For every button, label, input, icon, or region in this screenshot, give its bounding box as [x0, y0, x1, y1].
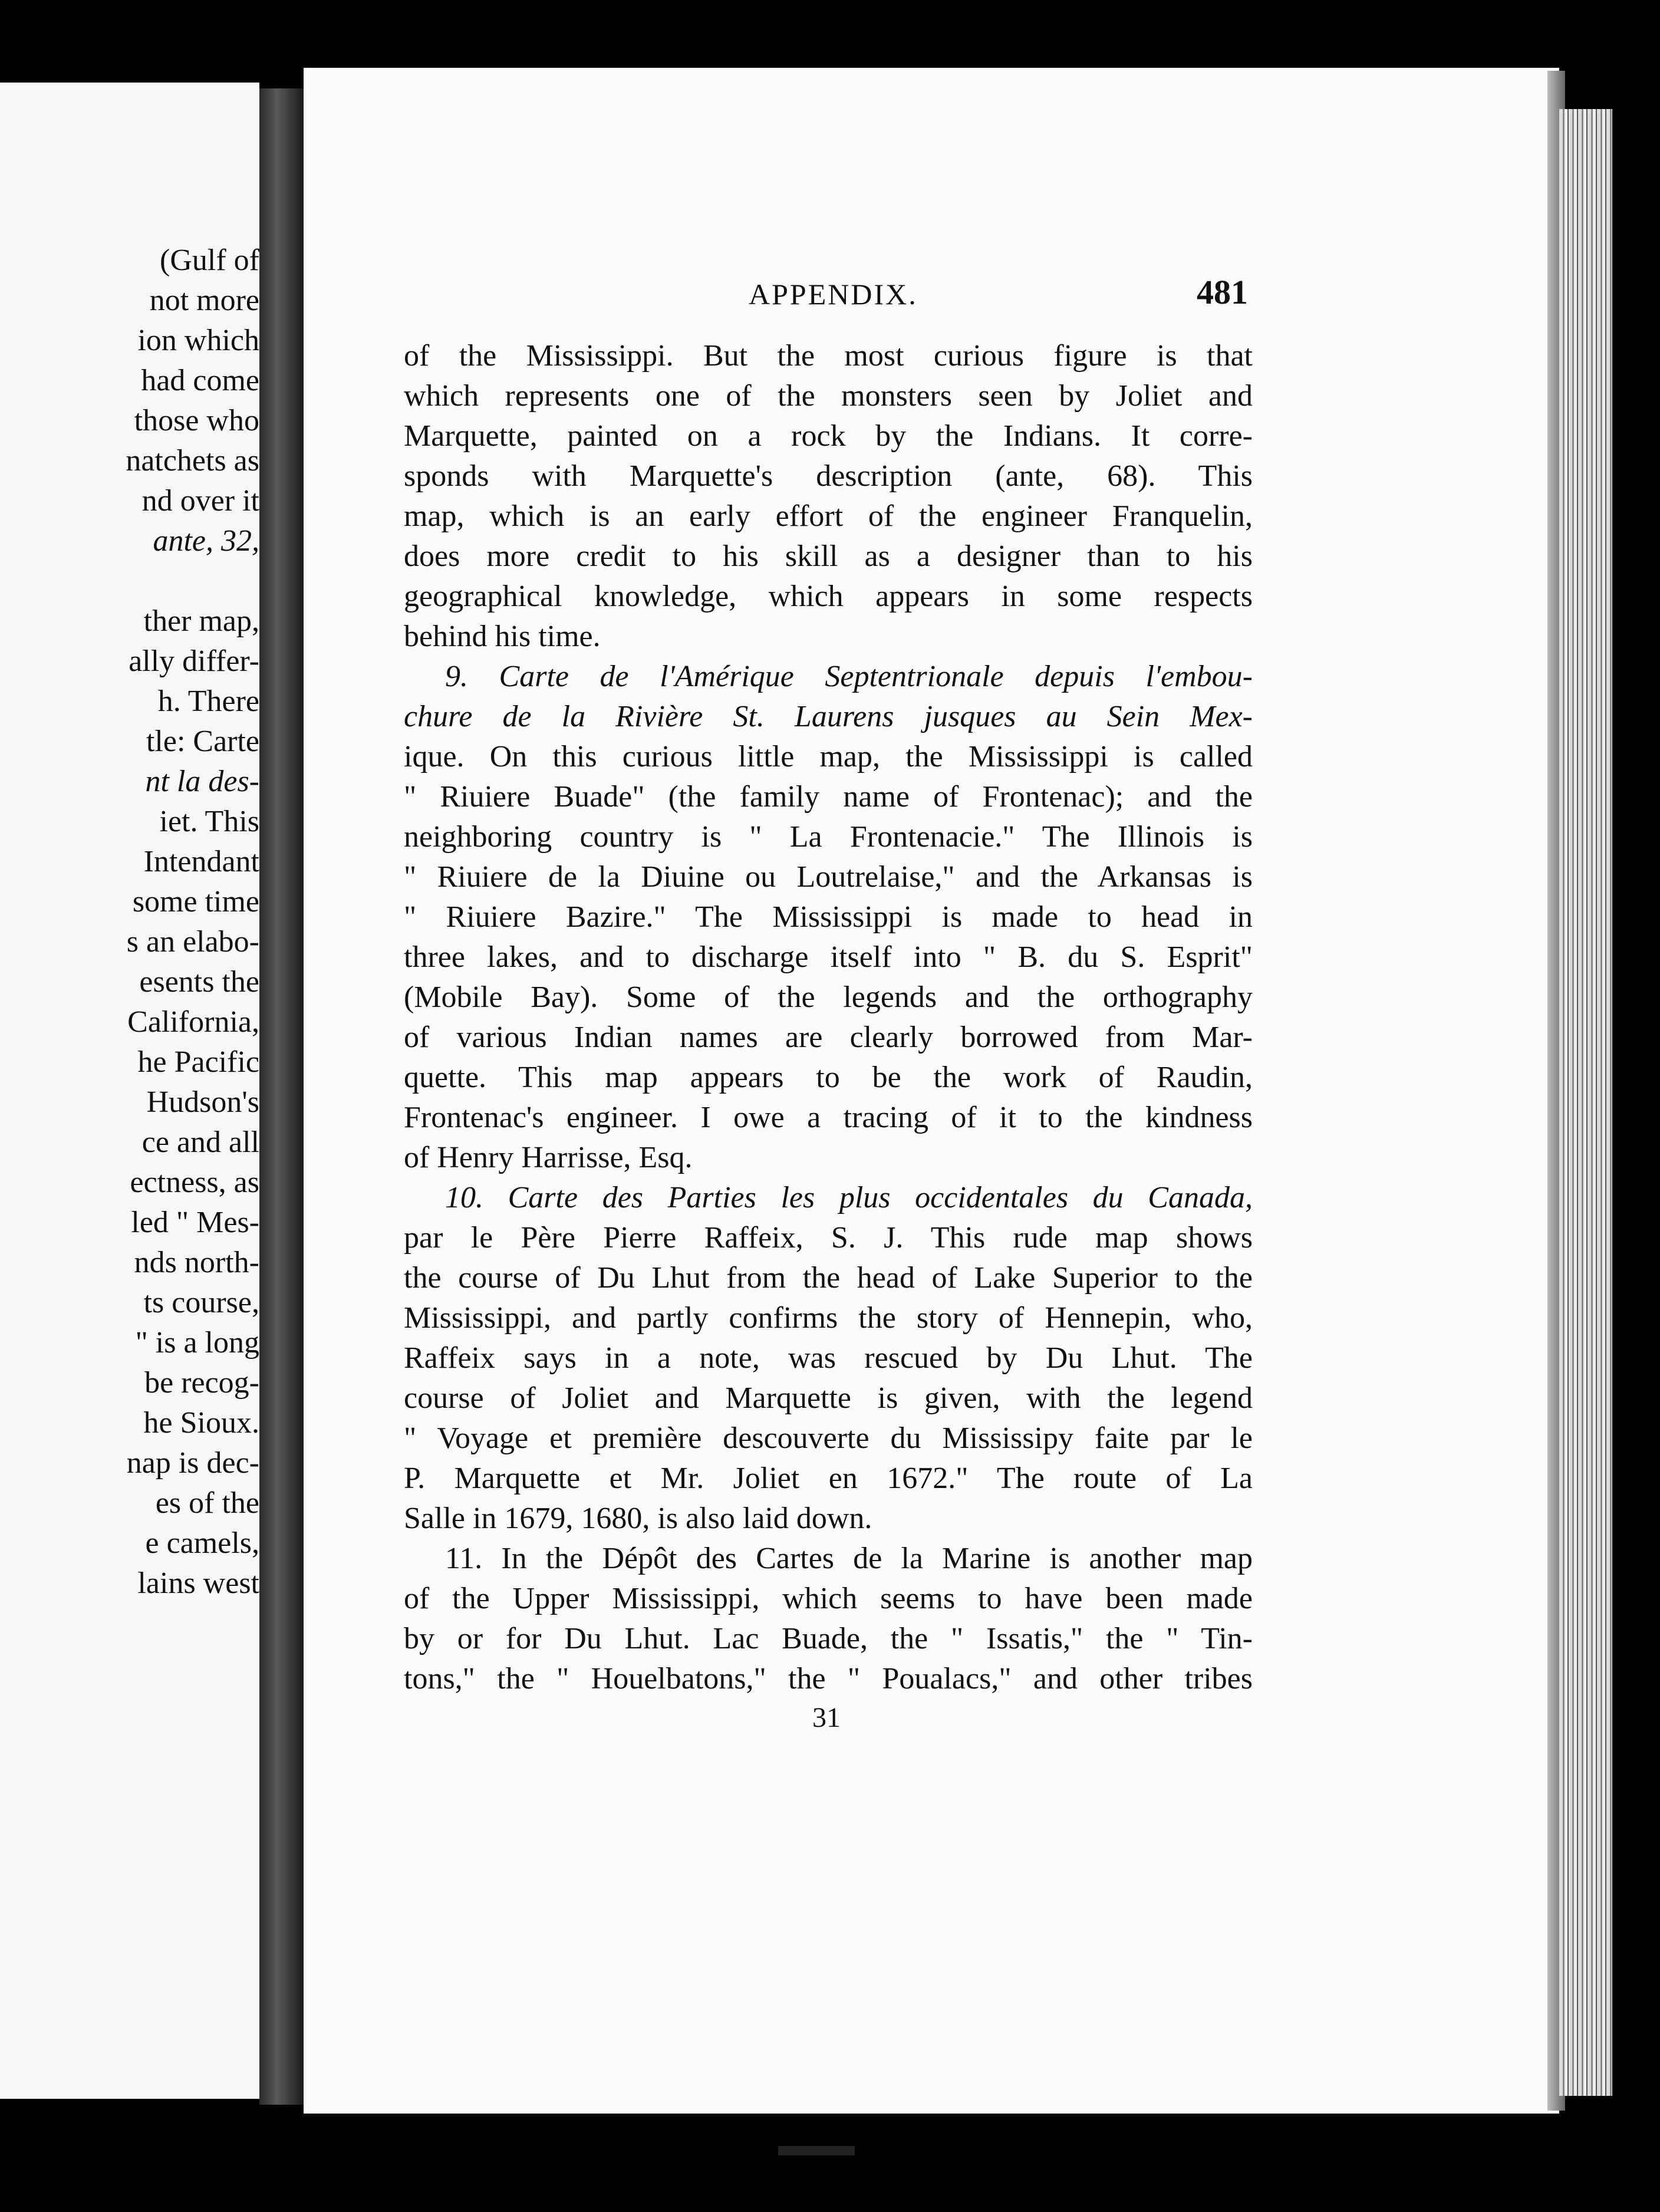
text-line: 11. In the Dépôt des Cartes de la Marine is another map [445, 1542, 1253, 1575]
text-line: of the Mississippi. But the most curious figure is that [404, 339, 1253, 373]
text-line: map, which is an early effort of the engineer Franquelin, [404, 499, 1253, 533]
signature-mark: 31 [812, 1702, 841, 1733]
left-line: some time [132, 885, 259, 919]
text-line: P. Marquette et Mr. Joliet en 1672." The route of La [404, 1462, 1253, 1495]
left-line: ectness, as [130, 1166, 259, 1199]
text-line: does more credit to his skill as a designer than to his [404, 539, 1253, 573]
left-line: ally differ- [129, 644, 259, 678]
text-line: of the Upper Mississippi, which seems to have been made [404, 1582, 1253, 1615]
left-line: s an elabo- [126, 925, 259, 959]
left-line: he Pacific [137, 1045, 259, 1079]
left-line: tle: Carte [146, 725, 259, 758]
left-line: ion which [137, 324, 259, 357]
text-line: " Riuiere Buade" (the family name of Frontenac); and the [404, 780, 1253, 814]
text-line: par le Père Pierre Raffeix, S. J. This rude map shows [404, 1221, 1253, 1255]
text-line: geographical knowledge, which appears in some respects [404, 580, 1253, 613]
left-line: (Gulf of [160, 243, 259, 277]
left-line: had come [141, 364, 259, 397]
text-line: sponds with Marquette's description (ante, 68). This [404, 459, 1253, 493]
scan-artifact [778, 2146, 855, 2155]
left-line: " is a long [135, 1326, 259, 1360]
left-line: h. There [157, 684, 259, 718]
page-body-text [404, 336, 1253, 1699]
text-line: " Riuiere de la Diuine ou Loutrelaise," and the Arkansas is [404, 860, 1253, 894]
page-number: 481 [1197, 273, 1248, 311]
text-line: Raffeix says in a note, was rescued by Du Lhut. The [404, 1341, 1253, 1375]
left-line: iet. This [159, 805, 259, 838]
text-line: Frontenac's engineer. I owe a tracing of it to the kindness [404, 1101, 1253, 1134]
book-gutter [259, 88, 304, 2105]
text-line: 10. Carte des Parties les plus occidentales du Canada, [445, 1181, 1253, 1214]
left-line: e camels, [145, 1526, 259, 1560]
left-line: es of the [155, 1486, 259, 1520]
text-line: ique. On this curious little map, the Mississippi is called [404, 740, 1253, 773]
left-page-text [0, 241, 259, 1604]
left-line: nd over it [141, 484, 259, 518]
left-line: California, [127, 1005, 259, 1039]
text-line: three lakes, and to discharge itself into " B. du S. Esprit" [404, 940, 1253, 974]
left-line: he Sioux. [143, 1406, 259, 1440]
text-line: Marquette, painted on a rock by the Indians. It corre- [404, 419, 1253, 453]
text-line: tons," the " Houelbatons," the " Poualacs," and other tribes [404, 1662, 1253, 1696]
left-line: those who [134, 404, 259, 437]
running-head: APPENDIX. [749, 278, 918, 311]
text-line: the course of Du Lhut from the head of Lake Superior to the [404, 1261, 1253, 1295]
left-line: esents the [139, 965, 259, 999]
text-line: chure de la Rivière St. Laurens jusques au Sein Mex- [404, 700, 1253, 733]
text-line: " Voyage et première descouverte du Mississipy faite par le [404, 1421, 1253, 1455]
page-block-edges [1559, 109, 1612, 2096]
left-line: ts course, [143, 1286, 259, 1319]
text-line: by or for Du Lhut. Lac Buade, the " Issatis," the " Tin- [404, 1622, 1253, 1655]
text-line: which represents one of the monsters seen by Joliet and [404, 379, 1253, 413]
left-line: nds north- [134, 1246, 259, 1279]
text-line: quette. This map appears to be the work of Raudin, [404, 1061, 1253, 1094]
text-line: behind his time. [404, 620, 601, 653]
text-line: (Mobile Bay). Some of the legends and the orthography [404, 980, 1253, 1014]
text-line: of various Indian names are clearly borrowed from Mar- [404, 1021, 1253, 1054]
left-line: be recog- [144, 1366, 259, 1400]
left-line: Intendant [143, 845, 259, 878]
left-line: Hudson's [146, 1085, 259, 1119]
text-line: 9. Carte de l'Amérique Septentrionale depuis l'embou- [445, 660, 1253, 693]
left-line: nt la des- [145, 765, 259, 798]
text-line: Mississippi, and partly confirms the story of Hennepin, who, [404, 1301, 1253, 1335]
left-line: natchets as [126, 444, 259, 478]
left-line: nap is dec- [126, 1446, 259, 1480]
left-line: ce and all [141, 1125, 259, 1159]
text-line: neighboring country is " La Frontenacie." The Illinois is [404, 820, 1253, 854]
text-line: of Henry Harrisse, Esq. [404, 1141, 693, 1174]
left-line [0, 561, 259, 601]
text-line: " Riuiere Bazire." The Mississippi is made to head in [404, 900, 1253, 934]
left-line: lains west [137, 1566, 259, 1600]
left-line: ther map, [143, 604, 259, 638]
left-line: ante, 32, [153, 524, 259, 558]
text-line: Salle in 1679, 1680, is also laid down. [404, 1502, 872, 1535]
left-line: not more [149, 284, 259, 317]
left-line: led " Mes- [131, 1206, 259, 1239]
text-line: course of Joliet and Marquette is given, with the legend [404, 1381, 1253, 1415]
